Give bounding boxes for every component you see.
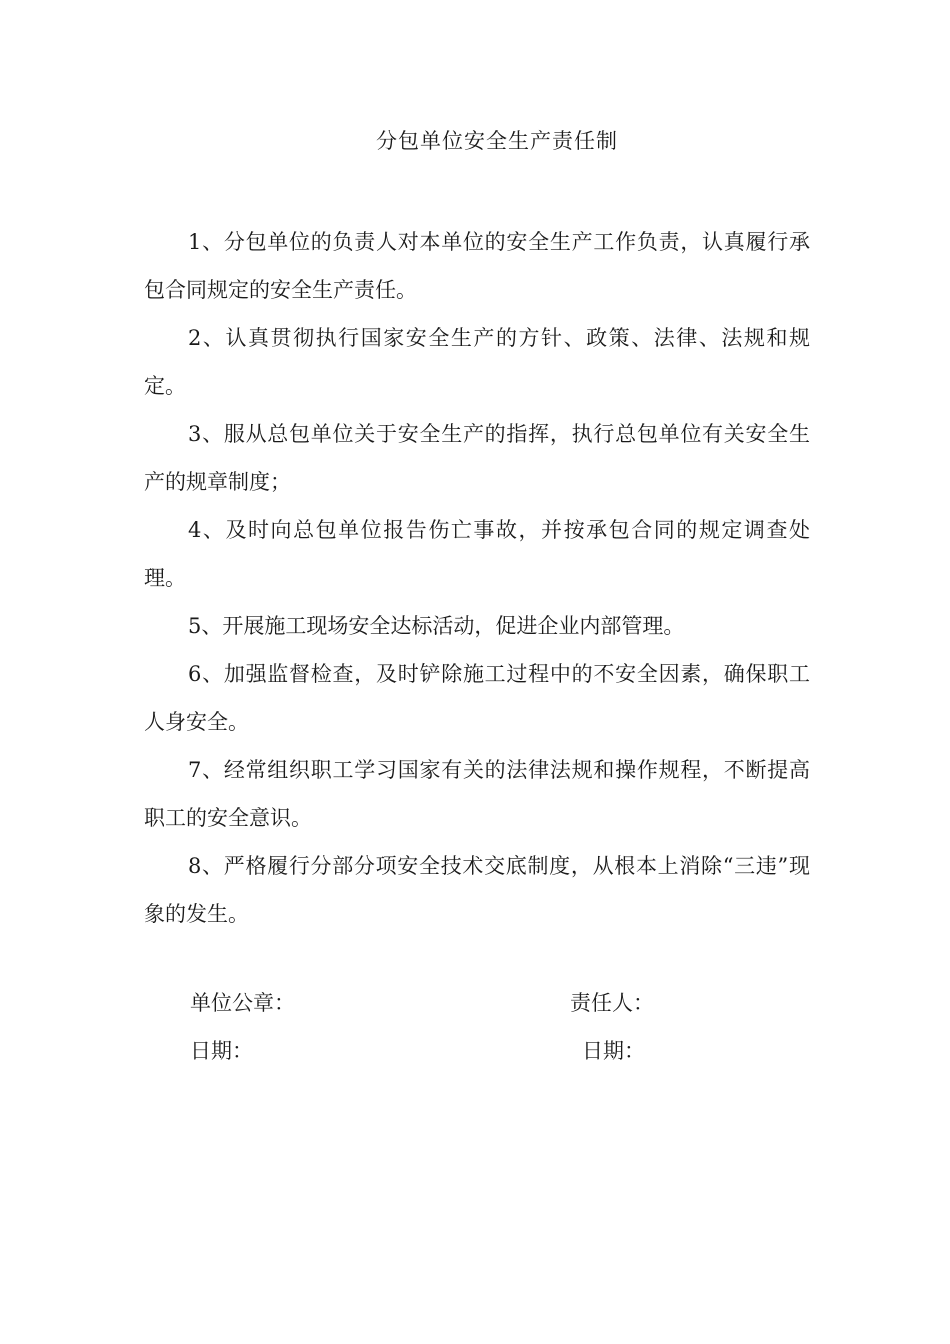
clause-item: 4、及时向总包单位报告伤亡事故，并按承包合同的规定调查处理。	[144, 518, 810, 590]
seal-label: 单位公章：	[190, 991, 295, 1015]
clause-item: 8、严格履行分部分项安全技术交底制度，从根本上消除“三违”现象的发生。	[144, 854, 810, 926]
clause-item: 5、开展施工现场安全达标活动，促进企业内部管理。	[188, 614, 685, 638]
clause-list	[144, 218, 810, 938]
clause-item: 7、经常组织职工学习国家有关的法律法规和操作规程，不断提高职工的安全意识。	[144, 758, 810, 830]
clause-item: 3、服从总包单位关于安全生产的指挥，执行总包单位有关安全生产的规章制度；	[144, 422, 810, 494]
person-date-label: 日期：	[582, 1039, 645, 1063]
clause-item: 2、认真贯彻执行国家安全生产的方针、政策、法律、法规和规定。	[144, 326, 810, 398]
clause-item: 6、加强监督检查，及时铲除施工过程中的不安全因素，确保职工人身安全。	[144, 662, 810, 734]
responsible-person-label: 责任人：	[570, 991, 654, 1015]
seal-date-label: 日期：	[190, 1039, 253, 1063]
clause-item: 1、分包单位的负责人对本单位的安全生产工作负责，认真履行承包合同规定的安全生产责任。	[144, 230, 810, 302]
document-title: 分包单位安全生产责任制	[376, 129, 618, 153]
